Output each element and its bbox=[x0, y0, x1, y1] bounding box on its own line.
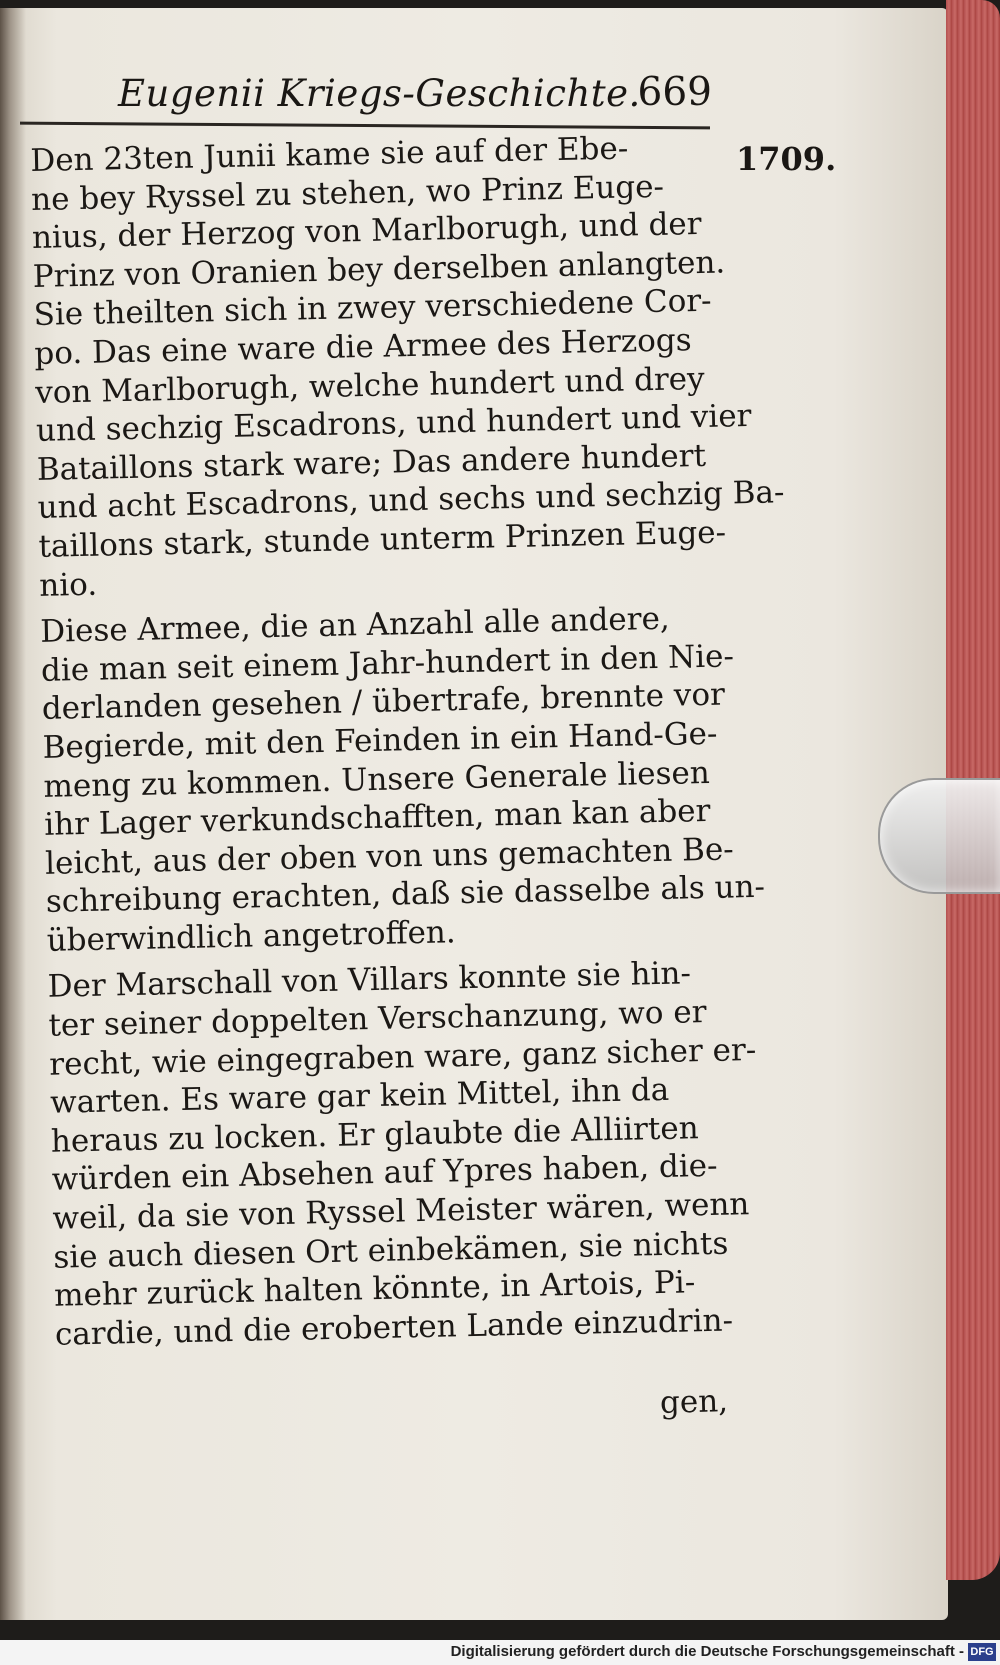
text-line: und acht Escadrons, und sechs und sechzig Ba- bbox=[37, 474, 785, 527]
text-line: Sie theilten sich in zwey verschiedene Cor- bbox=[33, 283, 712, 334]
text-line: Bataillons stark ware; Das andere hundert bbox=[36, 437, 707, 488]
funding-credit: Digitalisierung gefördert durch die Deutsche Forschungsgemeinschaft - bbox=[450, 1643, 964, 1660]
text-line: nio. bbox=[38, 566, 98, 604]
dfg-logo: DFG bbox=[968, 1643, 996, 1661]
body-text bbox=[30, 127, 785, 1360]
catchword: gen, bbox=[659, 1383, 729, 1421]
paragraph-3 bbox=[47, 954, 755, 1355]
text-line: ihr Lager verkundschafften, man kan aber bbox=[43, 792, 711, 843]
text-line: ne bey Ryssel zu stehen, wo Prinz Euge- bbox=[30, 168, 665, 218]
text-line: heraus zu locken. Er glaubte die Alliirten bbox=[50, 1110, 700, 1160]
paragraph-1 bbox=[30, 127, 785, 605]
page-clip bbox=[878, 778, 1000, 894]
text-line: überwindlich angetroffen. bbox=[46, 914, 457, 959]
text-line: cardie, und die eroberten Lande einzudrin- bbox=[54, 1302, 734, 1353]
text-line: Prinz von Oranien bey derselben anlangten. bbox=[32, 244, 726, 295]
text-line: recht, wie eingegraben ware, ganz sicher er- bbox=[48, 1031, 757, 1083]
text-line: von Marlborugh, welche hundert und drey bbox=[34, 360, 705, 411]
text-line: Diese Armee, die an Anzahl alle andere, bbox=[39, 600, 671, 651]
text-line: schreibung erachten, daß sie dasselbe als un- bbox=[45, 869, 766, 921]
text-line: derlanden gesehen / übertrafe, brennte vor bbox=[41, 676, 726, 728]
text-line: Der Marschall von Villars konnte sie hin- bbox=[47, 955, 692, 1006]
running-title: Eugenii Kriegs-Geschichte. bbox=[118, 72, 641, 115]
margin-year: 1709. bbox=[736, 140, 837, 178]
page-header bbox=[112, 66, 712, 118]
text-line: warten. Es ware gar kein Mittel, ihn da bbox=[49, 1072, 670, 1122]
text-line: Begierde, mit den Feinden in ein Hand-Ge- bbox=[42, 715, 718, 766]
page-gutter-shadow bbox=[0, 8, 26, 1620]
text-line: po. Das eine ware die Armee des Herzogs bbox=[34, 322, 692, 372]
text-line: würden ein Absehen auf Ypres haben, die- bbox=[51, 1148, 718, 1199]
text-line: taillons stark, stunde unterm Prinzen Euge- bbox=[38, 514, 727, 565]
text-line: nius, der Herzog von Marlborugh, und der bbox=[31, 206, 702, 257]
text-line: mehr zurück halten könnte, in Artois, Pi- bbox=[53, 1264, 696, 1314]
text-line: ter seiner doppelten Verschanzung, wo er bbox=[48, 994, 707, 1044]
text-line: und sechzig Escadrons, und hundert und vier bbox=[35, 398, 752, 450]
digitization-footer bbox=[0, 1640, 1000, 1665]
text-line: weil, da sie von Ryssel Meister wären, wenn bbox=[52, 1186, 750, 1237]
text-line: Den 23ten Junii kame sie auf der Ebe- bbox=[30, 130, 629, 179]
text-line: leicht, aus der oben von uns gemachten Be- bbox=[44, 831, 735, 882]
page-number: 669 bbox=[637, 70, 712, 115]
paragraph-2 bbox=[39, 598, 766, 960]
text-line: meng zu kommen. Unsere Generale liesen bbox=[43, 754, 711, 805]
text-line: die man seit einem Jahr-hundert in den Nie- bbox=[40, 638, 735, 689]
text-line: sie auch diesen Ort einbekämen, sie nichts bbox=[52, 1225, 729, 1276]
